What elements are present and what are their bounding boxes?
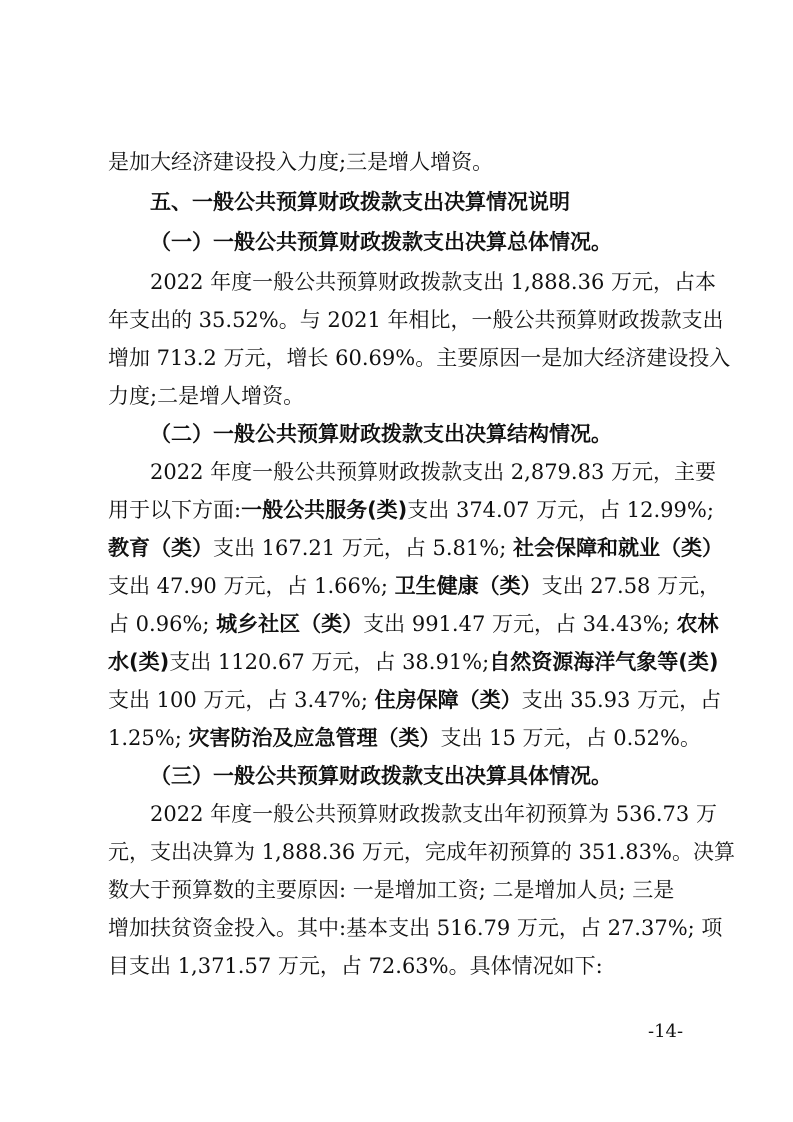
body-line: 增加扶贫资金投入。其中:基本支出 516.79 万元，占 27.37%; 项 bbox=[108, 916, 723, 940]
category-name: 水(类) bbox=[108, 650, 170, 674]
body-text: 支出 27.58 万元， bbox=[541, 574, 721, 598]
body-line bbox=[108, 534, 723, 562]
category-name: 农林 bbox=[676, 612, 719, 636]
body-text: 支出 167.21 万元，占 5.81%; bbox=[213, 536, 507, 560]
body-text: 占 0.96%; bbox=[108, 612, 210, 636]
category-name: 城乡社区（类） bbox=[216, 612, 364, 636]
category-name: 卫生健康（类） bbox=[394, 574, 542, 598]
body-line: 年支出的 35.52%。与 2021 年相比，一般公共预算财政拨款支出 bbox=[108, 308, 724, 332]
subsection-heading: （三）一般公共预算财政拨款支出决算具体情况。 bbox=[150, 764, 612, 788]
body-text: 支出 35.93 万元，占 bbox=[521, 688, 722, 712]
section-heading: 五、一般公共预算财政拨款支出决算情况说明 bbox=[150, 190, 570, 214]
category-name: 社会保障和就业（类） bbox=[512, 536, 723, 560]
category-name: 自然资源海洋气象等(类) bbox=[489, 650, 719, 674]
body-line: 元，支出决算为 1,888.36 万元，完成年初预算的 351.83%。决算 bbox=[108, 840, 735, 864]
page-number: -14- bbox=[648, 1021, 684, 1042]
category-name: 灾害防治及应急管理（类） bbox=[188, 726, 441, 750]
body-line: 目支出 1,371.57 万元，占 72.63%。具体情况如下: bbox=[108, 954, 603, 978]
body-line bbox=[108, 496, 714, 524]
body-text: 支出 991.47 万元，占 34.43%; bbox=[363, 612, 670, 636]
body-text: 支出 15 万元，占 0.52%。 bbox=[440, 726, 701, 750]
category-name: 一般公共服务(类) bbox=[241, 498, 408, 522]
body-line bbox=[108, 572, 721, 600]
subsection-heading: （二）一般公共预算财政拨款支出决算结构情况。 bbox=[150, 422, 612, 446]
body-line: 2022 年度一般公共预算财政拨款支出 1,888.36 万元，占本 bbox=[150, 270, 716, 294]
body-text: 支出 100 万元，占 3.47%; bbox=[108, 688, 368, 712]
body-line: 力度;二是增人增资。 bbox=[108, 384, 305, 408]
body-line: 数大于预算数的主要原因: 一是增加工资; 二是增加人员; 三是 bbox=[108, 878, 675, 902]
subsection-heading: （一）一般公共预算财政拨款支出决算总体情况。 bbox=[150, 230, 612, 254]
body-line bbox=[108, 686, 722, 714]
body-line bbox=[108, 648, 719, 676]
body-line bbox=[108, 610, 719, 638]
body-line: 2022 年度一般公共预算财政拨款支出年初预算为 536.73 万 bbox=[150, 802, 717, 826]
body-text: 支出 374.07 万元，占 12.99%; bbox=[407, 498, 714, 522]
body-text: 支出 1120.67 万元，占 38.91%; bbox=[169, 650, 490, 674]
body-text: 支出 47.90 万元，占 1.66%; bbox=[108, 574, 388, 598]
body-line: 增加 713.2 万元，增长 60.69%。主要原因一是加大经济建设投入 bbox=[108, 346, 731, 370]
body-line bbox=[108, 724, 701, 752]
category-name: 教育（类） bbox=[108, 536, 213, 560]
body-line: 是加大经济建设投入力度;三是增人增资。 bbox=[108, 150, 494, 174]
body-text: 用于以下方面: bbox=[108, 498, 242, 522]
body-line: 2022 年度一般公共预算财政拨款支出 2,879.83 万元，主要 bbox=[150, 460, 716, 484]
category-name: 住房保障（类） bbox=[374, 688, 522, 712]
body-text: 1.25%; bbox=[108, 726, 182, 750]
